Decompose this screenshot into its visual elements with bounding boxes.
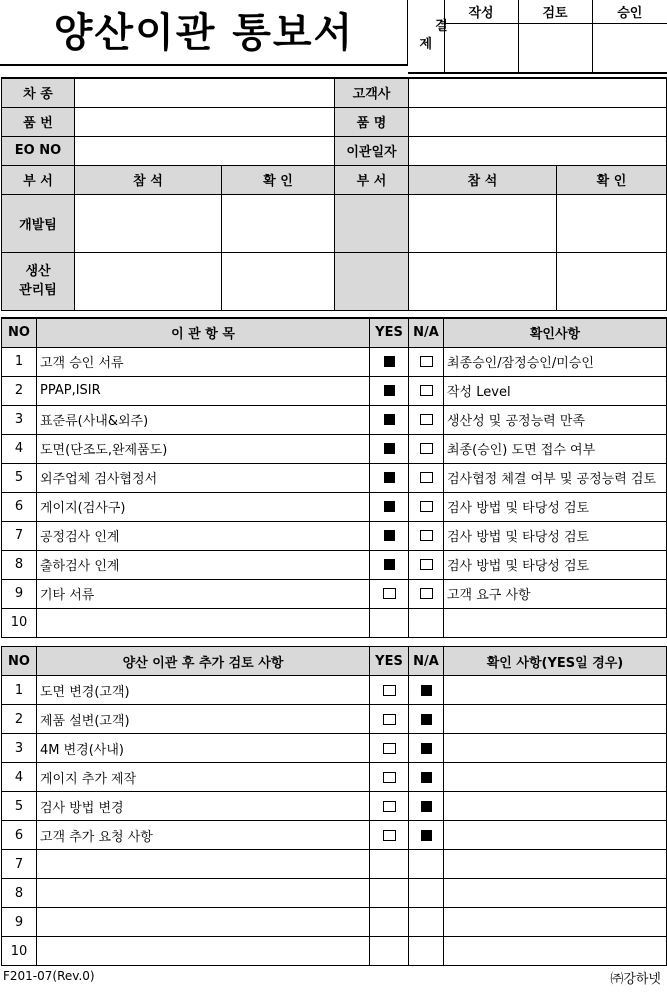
form-number: F201-07(Rev.0) (3, 969, 95, 983)
dept-label-right: 부 서 (335, 165, 409, 194)
row-note[interactable] (444, 850, 667, 879)
yes-unchecked[interactable] (383, 588, 396, 599)
na-checked[interactable] (421, 830, 432, 841)
approval-label (408, 0, 448, 73)
transfer-header-note: 확인사항 (444, 318, 667, 347)
prod-attend-cell[interactable] (75, 252, 222, 310)
row-item[interactable] (37, 908, 370, 937)
customer-value[interactable] (409, 78, 667, 107)
row-note[interactable]: 고객 요구 사항 (444, 579, 667, 608)
confirm-label-left: 확 인 (222, 165, 335, 194)
info-table (1, 77, 667, 311)
na-unchecked[interactable] (420, 385, 433, 396)
row-na[interactable] (409, 792, 444, 821)
review_items-row (2, 705, 667, 734)
row-yes[interactable] (370, 908, 409, 937)
yes-checked[interactable] (384, 443, 395, 454)
row-no: 9 (2, 579, 37, 608)
customer-label: 고객사 (335, 78, 409, 107)
row-na[interactable] (409, 376, 444, 405)
yes-unchecked[interactable] (383, 772, 396, 783)
review_items-row (2, 879, 667, 908)
row-yes[interactable] (370, 850, 409, 879)
na-unchecked[interactable] (420, 414, 433, 425)
row-yes[interactable] (370, 821, 409, 850)
row-note[interactable] (444, 879, 667, 908)
row-item[interactable]: 출하검사 인계 (37, 550, 370, 579)
row-note[interactable] (444, 792, 667, 821)
row-na[interactable] (409, 492, 444, 521)
review_items-row (2, 821, 667, 850)
transfer_items-row (2, 376, 667, 405)
row-item[interactable]: 고객 승인 서류 (37, 347, 370, 376)
transfer-date-label: 이관일자 (335, 136, 409, 165)
row-item[interactable]: 도면(단조도,완제품도) (37, 434, 370, 463)
na-unchecked[interactable] (420, 588, 433, 599)
row-yes[interactable] (370, 405, 409, 434)
row-no: 5 (2, 463, 37, 492)
row-no: 7 (2, 850, 37, 879)
transfer_items-row (2, 347, 667, 376)
row-note[interactable] (444, 705, 667, 734)
review_items-row (2, 908, 667, 937)
confirm-label-right: 확 인 (557, 165, 667, 194)
transfer_items-row (2, 434, 667, 463)
right-confirm-cell-2[interactable] (557, 252, 667, 310)
row-na[interactable] (409, 608, 444, 637)
transfer_items-row (2, 608, 667, 637)
yes-checked[interactable] (384, 472, 395, 483)
row-note[interactable] (444, 908, 667, 937)
na-checked[interactable] (421, 772, 432, 783)
row-no: 8 (2, 550, 37, 579)
row-item[interactable]: 표준류(사내&외주) (37, 405, 370, 434)
approval-table (408, 0, 667, 74)
na-checked[interactable] (421, 801, 432, 812)
row-yes[interactable] (370, 937, 409, 966)
row-yes[interactable] (370, 376, 409, 405)
row-yes[interactable] (370, 463, 409, 492)
dev-confirm-cell[interactable] (222, 194, 335, 252)
review_items-row (2, 734, 667, 763)
approval-sign-review[interactable] (518, 24, 592, 73)
row-item[interactable]: 외주업체 검사협정서 (37, 463, 370, 492)
row-no: 3 (2, 734, 37, 763)
row-no: 7 (2, 521, 37, 550)
row-item[interactable]: 제품 설변(고객) (37, 705, 370, 734)
review_items-row (2, 763, 667, 792)
dept-dev-label: 개발팀 (2, 194, 75, 252)
row-yes[interactable] (370, 734, 409, 763)
row-yes[interactable] (370, 434, 409, 463)
dev-attend-cell[interactable] (75, 194, 222, 252)
row-item[interactable]: 도면 변경(고객) (37, 676, 370, 705)
row-note[interactable] (444, 608, 667, 637)
row-note[interactable] (444, 734, 667, 763)
transfer-header-yes: YES (370, 318, 409, 347)
row-no: 1 (2, 676, 37, 705)
na-checked[interactable] (421, 743, 432, 754)
approval-col-review: 검토 (518, 0, 592, 24)
row-na[interactable] (409, 347, 444, 376)
row-yes[interactable] (370, 579, 409, 608)
car-value[interactable] (75, 78, 335, 107)
yes-checked[interactable] (384, 530, 395, 541)
row-note[interactable] (444, 676, 667, 705)
row-item[interactable]: 4M 변경(사내) (37, 734, 370, 763)
row-no: 2 (2, 705, 37, 734)
row-na[interactable] (409, 937, 444, 966)
review-header-yes: YES (370, 647, 409, 676)
na-unchecked[interactable] (420, 559, 433, 570)
review-header-note: 확인 사항(YES일 경우) (444, 647, 667, 676)
transfer-date-value[interactable] (409, 136, 667, 165)
row-no: 6 (2, 492, 37, 521)
row-item[interactable]: 기타 서류 (37, 579, 370, 608)
row-no: 1 (2, 347, 37, 376)
transfer_items-row (2, 463, 667, 492)
yes-unchecked[interactable] (383, 830, 396, 841)
row-na[interactable] (409, 521, 444, 550)
row-na[interactable] (409, 821, 444, 850)
right-dept-cell-2 (335, 252, 409, 310)
yes-unchecked[interactable] (383, 685, 396, 696)
page-title: 양산이관 통보서 (53, 10, 355, 56)
row-item[interactable]: 공정검사 인계 (37, 521, 370, 550)
row-yes[interactable] (370, 763, 409, 792)
row-note[interactable] (444, 763, 667, 792)
row-na[interactable] (409, 763, 444, 792)
row-item[interactable]: 검사 방법 변경 (37, 792, 370, 821)
eo-label: EO NO (2, 136, 75, 165)
yes-checked[interactable] (384, 356, 395, 367)
transfer_items-row (2, 492, 667, 521)
transfer-header-item: 이 관 항 목 (37, 318, 370, 347)
row-na[interactable] (409, 550, 444, 579)
na-unchecked[interactable] (420, 501, 433, 512)
row-yes[interactable] (370, 347, 409, 376)
na-checked[interactable] (421, 714, 432, 725)
row-item[interactable] (37, 879, 370, 908)
row-note[interactable] (444, 821, 667, 850)
yes-checked[interactable] (384, 559, 395, 570)
review-header-na: N/A (409, 647, 444, 676)
row-na[interactable] (409, 434, 444, 463)
row-na[interactable] (409, 908, 444, 937)
row-note[interactable]: 검사 방법 및 타당성 검토 (444, 521, 667, 550)
row-item[interactable]: PPAP,ISIR (37, 376, 370, 405)
row-yes[interactable] (370, 550, 409, 579)
row-yes[interactable] (370, 792, 409, 821)
transfer-items-table (1, 317, 667, 638)
row-yes[interactable] (370, 676, 409, 705)
part-name-value[interactable] (409, 107, 667, 136)
row-no: 2 (2, 376, 37, 405)
row-item[interactable]: 게이지 추가 제작 (37, 763, 370, 792)
transfer-header-no: NO (2, 318, 37, 347)
row-yes[interactable] (370, 705, 409, 734)
prod-confirm-cell[interactable] (222, 252, 335, 310)
transfer_items-row (2, 579, 667, 608)
na-checked[interactable] (421, 685, 432, 696)
row-na[interactable] (409, 579, 444, 608)
review-header-no: NO (2, 647, 37, 676)
row-na[interactable] (409, 405, 444, 434)
row-na[interactable] (409, 734, 444, 763)
na-unchecked[interactable] (420, 530, 433, 541)
row-note[interactable] (444, 937, 667, 966)
na-unchecked[interactable] (420, 443, 433, 454)
row-yes[interactable] (370, 521, 409, 550)
right-attend-cell-2[interactable] (409, 252, 557, 310)
approval-sign-write[interactable] (444, 24, 518, 73)
row-no: 8 (2, 879, 37, 908)
row-note[interactable]: 검사협정 체결 여부 및 공정능력 검토 (444, 463, 667, 492)
company-name: ㈜강하넷 (610, 972, 661, 987)
eo-value[interactable] (75, 136, 335, 165)
row-no: 10 (2, 937, 37, 966)
row-na[interactable] (409, 850, 444, 879)
review_items-row (2, 850, 667, 879)
dept-label-left: 부 서 (2, 165, 75, 194)
transfer_items-row (2, 405, 667, 434)
row-no: 5 (2, 792, 37, 821)
approval-col-approve: 승인 (592, 0, 667, 24)
row-no: 6 (2, 821, 37, 850)
row-note[interactable]: 최종(승인) 도면 접수 여부 (444, 434, 667, 463)
row-note[interactable]: 검사 방법 및 타당성 검토 (444, 492, 667, 521)
transfer_items-row (2, 550, 667, 579)
row-note[interactable]: 작성 Level (444, 376, 667, 405)
row-no: 4 (2, 434, 37, 463)
row-note[interactable]: 생산성 및 공정능력 만족 (444, 405, 667, 434)
yes-unchecked[interactable] (383, 743, 396, 754)
row-note[interactable]: 검사 방법 및 타당성 검토 (444, 550, 667, 579)
approval-label-text: 결 제 (419, 19, 448, 52)
transfer_items-row (2, 521, 667, 550)
review_items-row (2, 792, 667, 821)
row-no: 10 (2, 608, 37, 637)
yes-unchecked[interactable] (383, 801, 396, 812)
yes-checked[interactable] (384, 414, 395, 425)
row-no: 4 (2, 763, 37, 792)
row-na[interactable] (409, 676, 444, 705)
car-label: 차 종 (2, 78, 75, 107)
row-item[interactable]: 고객 추가 요청 사항 (37, 821, 370, 850)
dept-prod-label: 생산 관리팀 (2, 252, 75, 310)
row-item[interactable] (37, 850, 370, 879)
na-unchecked[interactable] (420, 356, 433, 367)
part-no-label: 품 번 (2, 107, 75, 136)
row-item[interactable]: 게이지(검사구) (37, 492, 370, 521)
yes-checked[interactable] (384, 501, 395, 512)
na-unchecked[interactable] (420, 472, 433, 483)
row-yes[interactable] (370, 879, 409, 908)
row-na[interactable] (409, 705, 444, 734)
row-yes[interactable] (370, 608, 409, 637)
row-no: 9 (2, 908, 37, 937)
transfer-header-na: N/A (409, 318, 444, 347)
attend-label-right: 참 석 (409, 165, 557, 194)
row-note[interactable]: 최종승인/잠정승인/미승인 (444, 347, 667, 376)
approval-sign-approve[interactable] (592, 24, 667, 73)
yes-checked[interactable] (384, 385, 395, 396)
attend-label-left: 참 석 (75, 165, 222, 194)
right-confirm-cell-1[interactable] (557, 194, 667, 252)
right-dept-cell-1 (335, 194, 409, 252)
part-no-value[interactable] (75, 107, 335, 136)
row-item[interactable] (37, 937, 370, 966)
title-block (0, 0, 408, 66)
approval-col-write: 작성 (444, 0, 518, 24)
yes-unchecked[interactable] (383, 714, 396, 725)
review_items-row (2, 676, 667, 705)
row-na[interactable] (409, 463, 444, 492)
review-items-table (1, 646, 667, 966)
part-name-label: 품 명 (335, 107, 409, 136)
review_items-row (2, 937, 667, 966)
row-no: 3 (2, 405, 37, 434)
review-header-item: 양산 이관 후 추가 검토 사항 (37, 647, 370, 676)
row-item[interactable] (37, 608, 370, 637)
row-na[interactable] (409, 879, 444, 908)
row-yes[interactable] (370, 492, 409, 521)
right-attend-cell-1[interactable] (409, 194, 557, 252)
